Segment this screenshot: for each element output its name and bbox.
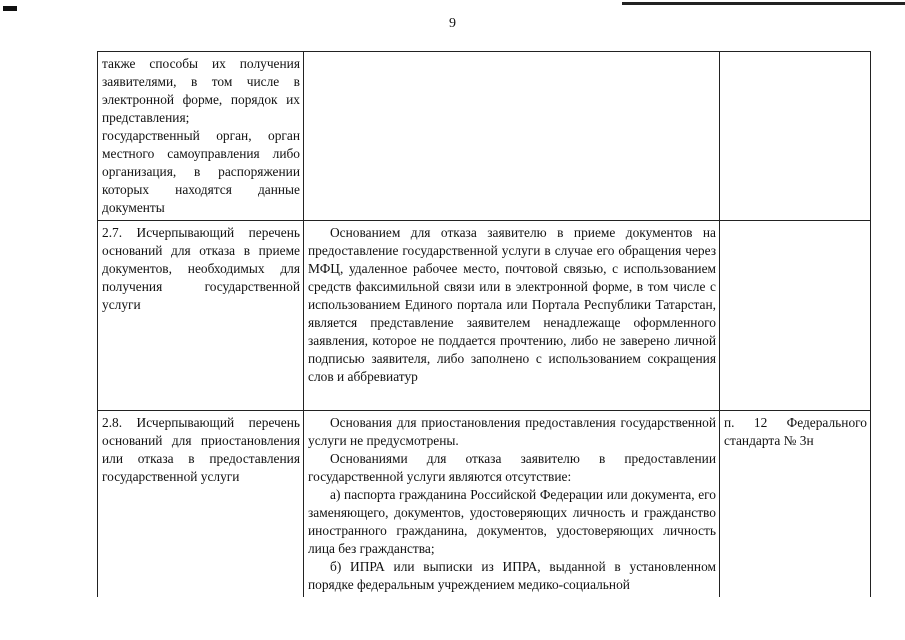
- row-reference-cell: [720, 411, 871, 598]
- row-content-paragraph: Основанием для отказа заявителю в приеме документов на предоставление государственной услуги в случае его обращения через МФЦ, удаленное рабочее место, почтовой связью, с использованием средств факсимильной связи или в электронной форме, в том числе с использованием Единого портала или Портала Республики Татарстан, является представление заявителем ненадлежаще оформленного заявления, которое не поддается прочтению, либо не заверено личной подписью заявителя, либо заполнено с использованием сокращения слов и аббревиатур: [308, 225, 716, 384]
- corner-mark: [3, 6, 17, 11]
- row-content-cell: [304, 411, 720, 598]
- row-reference-text: п. 12 Федерального стандарта № 3н: [724, 415, 867, 448]
- page-number: 9: [449, 16, 456, 31]
- row-label-cell: [98, 221, 304, 411]
- row-content-cell: [304, 221, 720, 411]
- table-row: [98, 221, 871, 411]
- row-label-text: 2.7. Исчерпывающий перечень оснований для отказа в приеме документов, необходимых для получения государственной услуги: [102, 225, 300, 312]
- row-label-text: 2.8. Исчерпывающий перечень оснований для приостановления или отказа в предоставления государственной услуги: [102, 415, 300, 484]
- row-reference-cell: [720, 221, 871, 411]
- table-row: [98, 52, 871, 221]
- table-row: [98, 411, 871, 598]
- row-label-text: государственный орган, орган местного самоуправления либо организация, в распоряжении которых находятся данные документы: [102, 128, 300, 215]
- row-content-paragraph: а) паспорта гражданина Российской Федерации или документа, его заменяющего, документов, удостоверяющих личность и гражданство иностранного гражданина, документов, удостоверяющих личность лица без гражданства;: [308, 487, 716, 556]
- regulation-table: [97, 51, 871, 597]
- row-content-cell: [304, 52, 720, 221]
- top-border-line: [622, 2, 905, 5]
- row-reference-cell: [720, 52, 871, 221]
- row-label-cell: [98, 411, 304, 598]
- row-content-paragraph: б) ИПРА или выписки из ИПРА, выданной в установленном порядке федеральным учреждением медико-социальной: [308, 559, 716, 592]
- row-content-paragraph: Основания для приостановления предоставления государственной услуги не предусмотрены.: [308, 415, 716, 448]
- row-label-text: также способы их получения заявителями, в том числе в электронной форме, порядок их представления;: [102, 56, 300, 125]
- row-content-paragraph: Основаниями для отказа заявителю в предоставлении государственной услуги являются отсутствие:: [308, 451, 716, 484]
- row-label-cell: [98, 52, 304, 221]
